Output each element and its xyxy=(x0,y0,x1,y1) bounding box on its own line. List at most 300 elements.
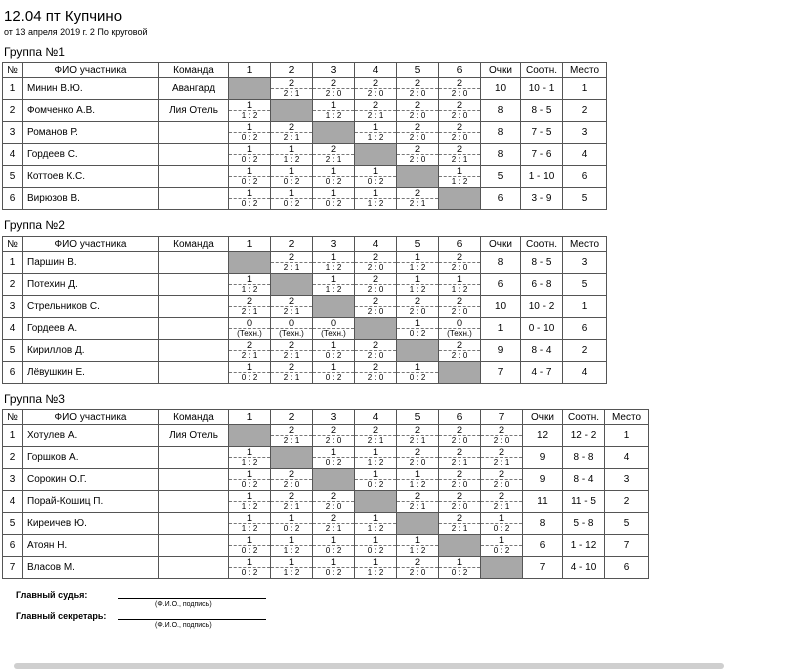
self-match-cell xyxy=(481,557,523,579)
match-score: 1 : 2 xyxy=(283,567,300,577)
match-result-cell xyxy=(229,557,271,579)
player-team xyxy=(159,447,229,469)
match-result-cell xyxy=(439,122,481,144)
player-place: 3 xyxy=(563,122,607,144)
group-2-table xyxy=(2,236,607,384)
match-score: 1 : 2 xyxy=(367,132,384,142)
match-points: 1 xyxy=(229,514,270,524)
self-match-cell xyxy=(439,535,481,557)
match-result-cell xyxy=(355,362,397,384)
player-place: 4 xyxy=(605,447,649,469)
match-result-cell xyxy=(271,535,313,557)
match-points: 2 xyxy=(355,341,396,351)
table-row xyxy=(3,557,649,579)
match-points: 2 xyxy=(397,79,438,89)
match-score: 0 : 2 xyxy=(241,372,258,382)
table-row xyxy=(3,166,607,188)
match-score: 2 : 1 xyxy=(283,350,300,360)
match-score: 0 : 2 xyxy=(283,176,300,186)
player-name: Стрельников С. xyxy=(23,296,159,318)
chief-judge-hint: (Ф.И.О., подпись) xyxy=(155,601,212,608)
player-num: 2 xyxy=(3,447,23,469)
match-score: (Техн.) xyxy=(321,328,346,338)
match-points: 1 xyxy=(271,167,312,177)
player-place: 5 xyxy=(563,188,607,210)
match-result-cell xyxy=(229,188,271,210)
match-score: 2 : 1 xyxy=(325,523,342,533)
match-score: 2 : 0 xyxy=(451,501,468,511)
match-points: 1 xyxy=(397,275,438,285)
match-score: (Техн.) xyxy=(447,328,472,338)
match-points: 2 xyxy=(397,558,438,568)
player-ratio: 4 - 7 xyxy=(521,362,563,384)
match-result-cell xyxy=(397,78,439,100)
header-name: ФИО участника xyxy=(23,63,159,78)
match-score: 2 : 0 xyxy=(367,372,384,382)
match-score: 1 : 2 xyxy=(409,479,426,489)
player-place: 5 xyxy=(605,513,649,535)
match-result-cell xyxy=(313,362,355,384)
match-score: 2 : 0 xyxy=(409,110,426,120)
match-score: 1 : 2 xyxy=(409,545,426,555)
header-name: ФИО участника xyxy=(23,410,159,425)
match-result-cell xyxy=(481,513,523,535)
player-team xyxy=(159,296,229,318)
player-place: 6 xyxy=(563,318,607,340)
table-row xyxy=(3,513,649,535)
match-points: 1 xyxy=(397,470,438,480)
match-points: 1 xyxy=(355,514,396,524)
match-points: 2 xyxy=(271,253,312,263)
match-result-cell xyxy=(271,425,313,447)
match-points: 2 xyxy=(439,79,480,89)
player-ratio: 8 - 4 xyxy=(521,340,563,362)
player-num: 7 xyxy=(3,557,23,579)
player-num: 2 xyxy=(3,274,23,296)
match-points: 2 xyxy=(313,79,354,89)
match-score: 0 : 2 xyxy=(325,457,342,467)
match-score: 2 : 1 xyxy=(283,435,300,445)
header-opponent-5: 5 xyxy=(397,237,439,252)
player-ratio: 10 - 1 xyxy=(521,78,563,100)
player-team xyxy=(159,535,229,557)
match-score: 0 : 2 xyxy=(241,198,258,208)
player-place: 6 xyxy=(563,166,607,188)
player-place: 4 xyxy=(563,144,607,166)
match-points: 1 xyxy=(313,275,354,285)
player-team: Лия Отель xyxy=(159,425,229,447)
player-points: 8 xyxy=(523,513,563,535)
match-points: 1 xyxy=(439,275,480,285)
player-name: Лёвушкин Е. xyxy=(23,362,159,384)
chief-secretary-label: Главный секретарь: xyxy=(16,611,107,621)
table-row xyxy=(3,491,649,513)
player-num: 5 xyxy=(3,166,23,188)
self-match-cell xyxy=(313,122,355,144)
match-points: 1 xyxy=(313,558,354,568)
match-result-cell xyxy=(439,340,481,362)
table-row xyxy=(3,362,607,384)
header-opponent-6: 6 xyxy=(439,63,481,78)
match-result-cell xyxy=(313,144,355,166)
match-score: 2 : 0 xyxy=(451,88,468,98)
match-points: 1 xyxy=(229,145,270,155)
match-points: 2 xyxy=(355,253,396,263)
player-points: 8 xyxy=(481,100,521,122)
player-name: Порай-Кошиц П. xyxy=(23,491,159,513)
match-result-cell xyxy=(229,513,271,535)
match-points: 2 xyxy=(439,297,480,307)
match-points: 2 xyxy=(481,448,522,458)
header-opponent-5: 5 xyxy=(397,63,439,78)
match-score: 0 : 2 xyxy=(283,198,300,208)
match-points: 1 xyxy=(313,101,354,111)
match-score: 2 : 0 xyxy=(409,306,426,316)
match-points: 1 xyxy=(355,189,396,199)
match-result-cell xyxy=(271,78,313,100)
match-result-cell xyxy=(397,362,439,384)
self-match-cell xyxy=(229,78,271,100)
match-result-cell xyxy=(439,78,481,100)
chief-secretary-hint: (Ф.И.О., подпись) xyxy=(155,622,212,629)
match-result-cell xyxy=(229,318,271,340)
header-opponent-2: 2 xyxy=(271,410,313,425)
header-opponent-1: 1 xyxy=(229,63,271,78)
match-score: 2 : 0 xyxy=(451,306,468,316)
match-score: 0 : 2 xyxy=(241,132,258,142)
match-score: 2 : 1 xyxy=(241,350,258,360)
match-score: 2 : 1 xyxy=(283,262,300,272)
player-team: Авангард xyxy=(159,78,229,100)
header-opponent-4: 4 xyxy=(355,63,397,78)
match-score: 2 : 0 xyxy=(367,284,384,294)
match-score: 1 : 2 xyxy=(325,110,342,120)
match-result-cell xyxy=(439,318,481,340)
match-score: 2 : 1 xyxy=(283,501,300,511)
player-points: 8 xyxy=(481,122,521,144)
match-score: (Техн.) xyxy=(237,328,262,338)
player-ratio: 7 - 5 xyxy=(521,122,563,144)
player-team xyxy=(159,188,229,210)
match-score: 2 : 1 xyxy=(325,154,342,164)
match-result-cell xyxy=(271,296,313,318)
match-result-cell xyxy=(271,166,313,188)
match-result-cell xyxy=(229,100,271,122)
match-score: 2 : 0 xyxy=(409,457,426,467)
match-points: 1 xyxy=(313,189,354,199)
match-points: 2 xyxy=(439,514,480,524)
group-3-table xyxy=(2,409,649,579)
group-3-title: Группа №3 xyxy=(4,392,65,406)
match-score: 1 : 2 xyxy=(241,110,258,120)
match-score: 1 : 2 xyxy=(241,501,258,511)
player-num: 4 xyxy=(3,318,23,340)
match-result-cell xyxy=(271,252,313,274)
group-1-table xyxy=(2,62,607,210)
match-score: 2 : 1 xyxy=(241,306,258,316)
header-points: Очки xyxy=(481,63,521,78)
player-points: 5 xyxy=(481,166,521,188)
match-points: 2 xyxy=(481,470,522,480)
match-points: 1 xyxy=(397,319,438,329)
match-score: 2 : 0 xyxy=(367,306,384,316)
match-result-cell xyxy=(481,425,523,447)
player-num: 6 xyxy=(3,188,23,210)
player-team xyxy=(159,557,229,579)
match-result-cell xyxy=(355,340,397,362)
player-ratio: 8 - 8 xyxy=(563,447,605,469)
match-score: 0 : 2 xyxy=(241,545,258,555)
player-name: Хотулев А. xyxy=(23,425,159,447)
match-score: 2 : 0 xyxy=(451,262,468,272)
match-result-cell xyxy=(229,144,271,166)
match-points: 1 xyxy=(481,536,522,546)
player-ratio: 3 - 9 xyxy=(521,188,563,210)
match-result-cell xyxy=(481,535,523,557)
chief-judge-label: Главный судья: xyxy=(16,590,88,600)
player-ratio: 0 - 10 xyxy=(521,318,563,340)
header-team: Команда xyxy=(159,237,229,252)
match-points: 2 xyxy=(355,426,396,436)
match-score: 2 : 0 xyxy=(493,479,510,489)
header-opponent-3: 3 xyxy=(313,63,355,78)
self-match-cell xyxy=(397,340,439,362)
match-points: 2 xyxy=(355,101,396,111)
header-opponent-6: 6 xyxy=(439,237,481,252)
match-result-cell xyxy=(439,513,481,535)
match-score: 2 : 1 xyxy=(283,132,300,142)
match-score: 0 : 2 xyxy=(325,198,342,208)
match-result-cell xyxy=(313,340,355,362)
player-place: 7 xyxy=(605,535,649,557)
match-points: 2 xyxy=(271,123,312,133)
match-points: 2 xyxy=(397,297,438,307)
match-result-cell xyxy=(355,513,397,535)
player-ratio: 11 - 5 xyxy=(563,491,605,513)
player-place: 4 xyxy=(563,362,607,384)
header-opponent-7: 7 xyxy=(481,410,523,425)
match-points: 2 xyxy=(271,297,312,307)
player-team xyxy=(159,252,229,274)
match-score: 2 : 1 xyxy=(409,435,426,445)
match-score: 0 : 2 xyxy=(325,372,342,382)
match-score: 0 : 2 xyxy=(241,479,258,489)
match-result-cell xyxy=(397,425,439,447)
match-score: 0 : 2 xyxy=(325,567,342,577)
player-points: 6 xyxy=(523,535,563,557)
match-score: 2 : 1 xyxy=(451,154,468,164)
player-points: 9 xyxy=(523,469,563,491)
match-points: 2 xyxy=(229,297,270,307)
match-score: 1 : 2 xyxy=(409,284,426,294)
player-team: Лия Отель xyxy=(159,100,229,122)
match-score: 0 : 2 xyxy=(325,176,342,186)
player-name: Сорокин О.Г. xyxy=(23,469,159,491)
match-result-cell xyxy=(229,535,271,557)
match-score: 2 : 1 xyxy=(409,198,426,208)
match-points: 1 xyxy=(355,558,396,568)
header-place: Место xyxy=(605,410,649,425)
horizontal-scrollbar[interactable] xyxy=(14,663,724,669)
match-points: 1 xyxy=(271,536,312,546)
player-name: Коттоев К.С. xyxy=(23,166,159,188)
match-score: 2 : 0 xyxy=(325,435,342,445)
match-result-cell xyxy=(229,340,271,362)
self-match-cell xyxy=(439,188,481,210)
player-name: Гордеев С. xyxy=(23,144,159,166)
player-points: 7 xyxy=(523,557,563,579)
match-score: 2 : 1 xyxy=(283,306,300,316)
header-place: Место xyxy=(563,237,607,252)
self-match-cell xyxy=(271,100,313,122)
match-result-cell xyxy=(271,318,313,340)
match-result-cell xyxy=(355,274,397,296)
player-num: 4 xyxy=(3,491,23,513)
player-place: 1 xyxy=(605,425,649,447)
match-points: 1 xyxy=(397,536,438,546)
match-result-cell xyxy=(397,274,439,296)
match-points: 1 xyxy=(313,363,354,373)
match-score: 2 : 1 xyxy=(451,523,468,533)
match-result-cell xyxy=(313,425,355,447)
match-points: 1 xyxy=(439,558,480,568)
player-points: 7 xyxy=(481,362,521,384)
player-ratio: 8 - 4 xyxy=(563,469,605,491)
header-opponent-4: 4 xyxy=(355,237,397,252)
self-match-cell xyxy=(271,274,313,296)
player-team xyxy=(159,340,229,362)
match-points: 1 xyxy=(397,363,438,373)
player-points: 12 xyxy=(523,425,563,447)
table-row xyxy=(3,318,607,340)
match-result-cell xyxy=(355,100,397,122)
match-result-cell xyxy=(355,166,397,188)
match-score: (Техн.) xyxy=(279,328,304,338)
player-num: 3 xyxy=(3,296,23,318)
group-2-title: Группа №2 xyxy=(4,218,65,232)
match-result-cell xyxy=(355,557,397,579)
match-score: 0 : 2 xyxy=(241,567,258,577)
self-match-cell xyxy=(313,296,355,318)
match-result-cell xyxy=(313,491,355,513)
match-points: 1 xyxy=(439,167,480,177)
match-result-cell xyxy=(313,166,355,188)
match-result-cell xyxy=(271,362,313,384)
match-result-cell xyxy=(271,469,313,491)
match-points: 1 xyxy=(355,536,396,546)
match-score: 2 : 1 xyxy=(493,501,510,511)
match-points: 1 xyxy=(271,558,312,568)
match-result-cell xyxy=(271,557,313,579)
match-points: 2 xyxy=(271,492,312,502)
match-points: 2 xyxy=(313,514,354,524)
match-result-cell xyxy=(439,557,481,579)
header-place: Место xyxy=(563,63,607,78)
match-points: 2 xyxy=(439,123,480,133)
header-opponent-3: 3 xyxy=(313,237,355,252)
match-score: 0 : 2 xyxy=(409,372,426,382)
player-points: 11 xyxy=(523,491,563,513)
match-score: 0 : 2 xyxy=(367,479,384,489)
player-team xyxy=(159,122,229,144)
header-ratio: Соотн. xyxy=(563,410,605,425)
match-score: 0 : 2 xyxy=(241,154,258,164)
match-score: 2 : 0 xyxy=(409,154,426,164)
match-result-cell xyxy=(355,252,397,274)
match-result-cell xyxy=(313,100,355,122)
match-result-cell xyxy=(397,469,439,491)
match-score: 1 : 2 xyxy=(367,567,384,577)
match-points: 2 xyxy=(271,470,312,480)
header-num: № xyxy=(3,237,23,252)
match-result-cell xyxy=(439,296,481,318)
match-result-cell xyxy=(397,318,439,340)
match-result-cell xyxy=(313,318,355,340)
match-points: 1 xyxy=(229,492,270,502)
player-place: 2 xyxy=(563,100,607,122)
match-result-cell xyxy=(313,78,355,100)
player-points: 9 xyxy=(523,447,563,469)
match-score: 1 : 2 xyxy=(367,523,384,533)
player-team xyxy=(159,469,229,491)
match-result-cell xyxy=(481,469,523,491)
match-result-cell xyxy=(439,469,481,491)
header-points: Очки xyxy=(481,237,521,252)
match-points: 2 xyxy=(439,448,480,458)
header-opponent-3: 3 xyxy=(313,410,355,425)
match-points: 2 xyxy=(397,123,438,133)
match-score: 2 : 1 xyxy=(367,435,384,445)
match-points: 2 xyxy=(481,426,522,436)
match-result-cell xyxy=(439,252,481,274)
self-match-cell xyxy=(229,425,271,447)
match-score: 0 : 2 xyxy=(409,328,426,338)
player-num: 1 xyxy=(3,78,23,100)
table-row xyxy=(3,469,649,491)
match-result-cell xyxy=(229,296,271,318)
player-num: 2 xyxy=(3,100,23,122)
self-match-cell xyxy=(313,469,355,491)
player-ratio: 5 - 8 xyxy=(563,513,605,535)
table-row xyxy=(3,447,649,469)
match-points: 1 xyxy=(229,275,270,285)
player-ratio: 7 - 6 xyxy=(521,144,563,166)
player-name: Паршин В. xyxy=(23,252,159,274)
match-result-cell xyxy=(481,447,523,469)
match-points: 2 xyxy=(439,492,480,502)
match-result-cell xyxy=(439,100,481,122)
match-points: 1 xyxy=(271,145,312,155)
player-points: 10 xyxy=(481,78,521,100)
match-points: 2 xyxy=(439,253,480,263)
match-result-cell xyxy=(313,447,355,469)
match-score: 2 : 1 xyxy=(283,88,300,98)
self-match-cell xyxy=(229,252,271,274)
match-score: 2 : 0 xyxy=(325,88,342,98)
match-points: 1 xyxy=(229,470,270,480)
match-points: 2 xyxy=(439,341,480,351)
match-result-cell xyxy=(397,188,439,210)
header-ratio: Соотн. xyxy=(521,63,563,78)
player-ratio: 1 - 12 xyxy=(563,535,605,557)
match-score: 2 : 1 xyxy=(367,110,384,120)
match-score: 2 : 0 xyxy=(409,88,426,98)
match-score: 2 : 0 xyxy=(409,567,426,577)
table-row xyxy=(3,78,607,100)
player-team xyxy=(159,318,229,340)
match-result-cell xyxy=(439,425,481,447)
player-num: 6 xyxy=(3,535,23,557)
